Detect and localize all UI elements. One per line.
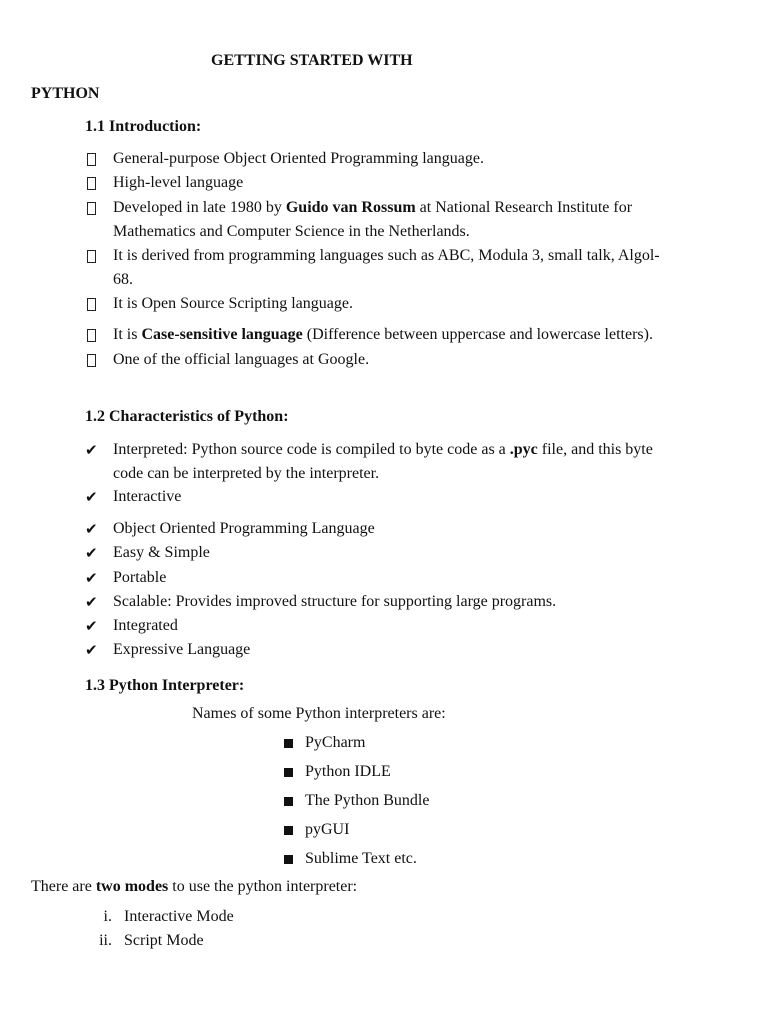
characteristic-item: Interpreted: Python source code is compiled to byte code as a .pyc file, and this byte	[113, 441, 653, 458]
characteristic-item-continued: code can be interpreted by the interpreter.	[113, 465, 380, 482]
checkmark-icon: ✔	[85, 617, 98, 635]
checkmark-icon: ✔	[85, 641, 98, 659]
intro-item: It is Open Source Scripting language.	[113, 295, 353, 312]
checkmark-icon: ✔	[85, 569, 98, 587]
characteristic-item: Easy & Simple	[113, 544, 210, 561]
square-bullet-icon	[284, 797, 293, 806]
section-heading-interpreter: 1.3 Python Interpreter:	[85, 677, 245, 694]
interpreter-item: PyCharm	[305, 734, 366, 751]
section-heading-introduction: 1.1 Introduction:	[85, 118, 202, 135]
modes-intro: There are two modes to use the python interpreter:	[31, 878, 358, 895]
page-title-continued: PYTHON	[31, 85, 100, 102]
characteristic-item: Scalable: Provides improved structure for supporting large programs.	[113, 593, 557, 610]
interpreter-item: The Python Bundle	[305, 792, 430, 809]
mode-item: Script Mode	[124, 932, 204, 949]
intro-item: Developed in late 1980 by Guido van Rossum at National Research Institute for	[113, 199, 633, 216]
checkmark-icon: ✔	[85, 593, 98, 611]
mode-number: i.	[103, 908, 112, 925]
intro-item: High-level language	[113, 174, 244, 191]
bullet-box-icon	[87, 202, 96, 215]
checkmark-icon: ✔	[85, 488, 98, 506]
mode-item: Interactive Mode	[124, 908, 234, 925]
interpreter-item: Python IDLE	[305, 763, 391, 780]
bullet-box-icon	[87, 177, 96, 190]
section-heading-characteristics: 1.2 Characteristics of Python:	[85, 408, 289, 425]
characteristic-item: Interactive	[113, 488, 182, 505]
square-bullet-icon	[284, 768, 293, 777]
intro-item-continued: Mathematics and Computer Science in the Netherlands.	[113, 223, 470, 240]
bullet-box-icon	[87, 153, 96, 166]
interpreter-item: Sublime Text etc.	[305, 850, 417, 867]
interpreter-item: pyGUI	[305, 821, 350, 838]
checkmark-icon: ✔	[85, 441, 98, 459]
intro-item-continued: 68.	[113, 271, 133, 288]
intro-item: It is derived from programming languages such as ABC, Modula 3, small talk, Algol-	[113, 247, 660, 264]
characteristic-item: Expressive Language	[113, 641, 251, 658]
intro-item: General-purpose Object Oriented Programming language.	[113, 150, 484, 167]
checkmark-icon: ✔	[85, 544, 98, 562]
square-bullet-icon	[284, 739, 293, 748]
intro-item: It is Case-sensitive language (Difference between uppercase and lowercase letters).	[113, 326, 653, 343]
bullet-box-icon	[87, 298, 96, 311]
page-title: GETTING STARTED WITH	[211, 52, 413, 69]
interpreter-intro: Names of some Python interpreters are:	[192, 705, 446, 722]
square-bullet-icon	[284, 855, 293, 864]
bullet-box-icon	[87, 329, 96, 342]
bullet-box-icon	[87, 354, 96, 367]
checkmark-icon: ✔	[85, 520, 98, 538]
characteristic-item: Object Oriented Programming Language	[113, 520, 375, 537]
characteristic-item: Portable	[113, 569, 167, 586]
square-bullet-icon	[284, 826, 293, 835]
bullet-box-icon	[87, 250, 96, 263]
intro-item: One of the official languages at Google.	[113, 351, 370, 368]
characteristic-item: Integrated	[113, 617, 178, 634]
mode-number: ii.	[99, 932, 112, 949]
